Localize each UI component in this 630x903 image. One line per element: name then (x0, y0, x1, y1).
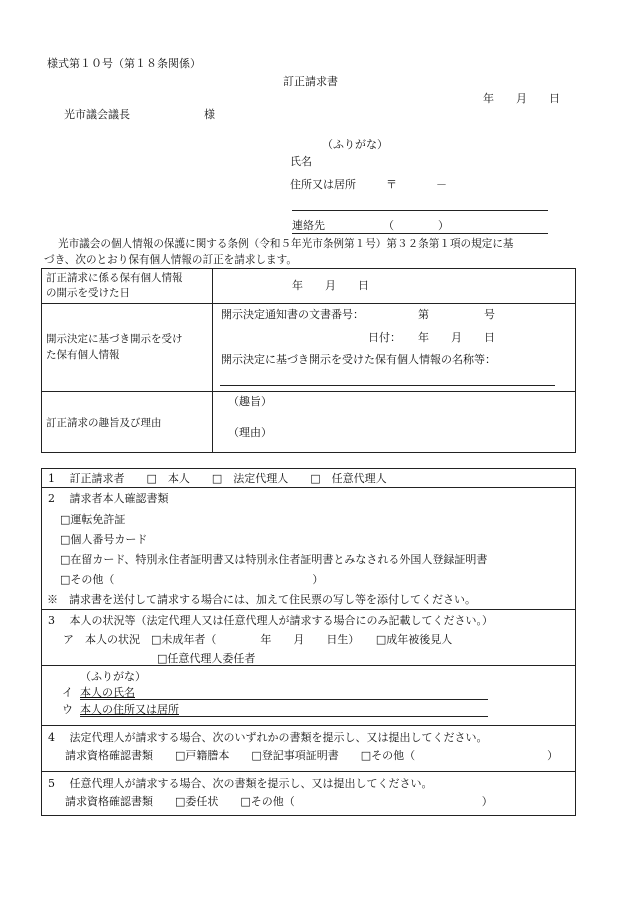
voluntary-agent-docs[interactable]: 請求資格確認書類 □委任状 □その他（ ） (65, 795, 493, 808)
table1-row-sep-1 (41, 303, 576, 304)
id-docs-note: ※ 請求書を送付して請求する場合には、加えて住民票の写し等を添付してください。 (47, 593, 476, 606)
doc-date-field[interactable]: 年 月 日 (418, 331, 495, 344)
applicant-address-label: 住所又は居所 (290, 178, 356, 191)
principal-address-marker: ウ (62, 703, 73, 716)
principal-name-underline[interactable] (80, 699, 488, 700)
principal-address-label: 本人の住所又は居所 (80, 703, 179, 716)
info-name-underline[interactable] (220, 385, 555, 386)
addressee-honorific: 様 (204, 108, 215, 121)
principal-status-title: 3 本人の状況等（法定代理人又は任意代理人が請求する場合にのみ記載してください。） (48, 614, 493, 627)
principal-status-delegator[interactable]: □任意代理人委任者 (157, 652, 256, 665)
table2-sep-5 (41, 771, 576, 772)
postal-mark: 〒 (386, 178, 397, 191)
table2-sep-4 (41, 725, 576, 726)
address-underline (292, 210, 548, 211)
contact-underline (292, 233, 548, 234)
principal-furigana: （ふりがな） (80, 670, 146, 683)
applicant-furigana: （ふりがな） (322, 138, 388, 151)
contact-label: 連絡先 (292, 219, 325, 232)
row2-label-1: 開示決定に基づき開示を受け (46, 333, 183, 345)
addressee: 光市議会議長 (64, 108, 130, 121)
id-doc-drivers-license[interactable]: □運転免許証 (60, 513, 126, 526)
doc-date-label: 日付： (368, 331, 401, 344)
row1-label-2: の開示を受けた日 (46, 287, 130, 299)
voluntary-agent-title: 5 任意代理人が請求する場合、次の書類を提示し、又は提出してください。 (48, 777, 433, 790)
legal-agent-title: 4 法定代理人が請求する場合、次のいずれかの書類を提示し、又は提出してください。 (48, 731, 488, 744)
purpose-label: （趣旨） (228, 395, 272, 408)
id-doc-other[interactable]: □その他（ ） (60, 573, 324, 586)
applicant-name-label: 氏名 (290, 155, 312, 168)
form-title: 訂正請求書 (283, 75, 338, 88)
principal-name-marker: イ (62, 686, 73, 699)
row2-label-2: た保有個人情報 (46, 349, 120, 361)
intro-line-2: づき、次のとおり保有個人情報の訂正を請求します。 (44, 254, 297, 266)
table2-sep-1 (41, 487, 576, 488)
table2-sep-3 (41, 665, 576, 666)
doc-number-field[interactable]: 第 号 (418, 308, 495, 321)
id-doc-my-number-card[interactable]: □個人番号カード (60, 533, 148, 546)
id-docs-title: 2 請求者本人確認書類 (48, 492, 169, 505)
table1-divider (212, 268, 213, 453)
reason-label: （理由） (228, 426, 272, 439)
intro-line-1: 光市議会の個人情報の保護に関する条例（令和５年光市条例第１号）第３２条第１項の規定に基 (58, 238, 514, 250)
info-name-label: 開示決定に基づき開示を受けた保有個人情報の名称等： (221, 353, 496, 366)
legal-agent-docs[interactable]: 請求資格確認書類 □戸籍謄本 □登記事項証明書 □その他（ ） (65, 749, 559, 762)
row1-label-1: 訂正請求に係る保有個人情報 (46, 272, 183, 284)
form-number: 様式第１０号（第１８条関係） (47, 57, 201, 70)
id-doc-residence-card[interactable]: □在留カード、特別永住者証明書又は特別永住者証明書とみなされる外国人登録証明書 (60, 553, 488, 566)
principal-status-options[interactable]: ア 本人の状況 □未成年者（ 年 月 日生） □成年被後見人 (63, 633, 453, 646)
row3-label: 訂正請求の趣旨及び理由 (46, 417, 162, 429)
disclosure-date-field[interactable]: 年 月 日 (292, 279, 369, 292)
postal-dash: － (436, 178, 447, 191)
principal-address-underline[interactable] (80, 716, 488, 717)
requester-type-options[interactable]: 1 訂正請求者 □ 本人 □ 法定代理人 □ 任意代理人 (48, 472, 387, 485)
doc-number-label: 開示決定通知書の文書番号： (221, 308, 364, 321)
contact-paren: （ ） (383, 219, 449, 232)
date-line: 年 月 日 (483, 92, 560, 105)
principal-name-label: 本人の氏名 (80, 686, 135, 699)
table1-row-sep-2 (41, 391, 576, 392)
table2-sep-2 (41, 609, 576, 610)
